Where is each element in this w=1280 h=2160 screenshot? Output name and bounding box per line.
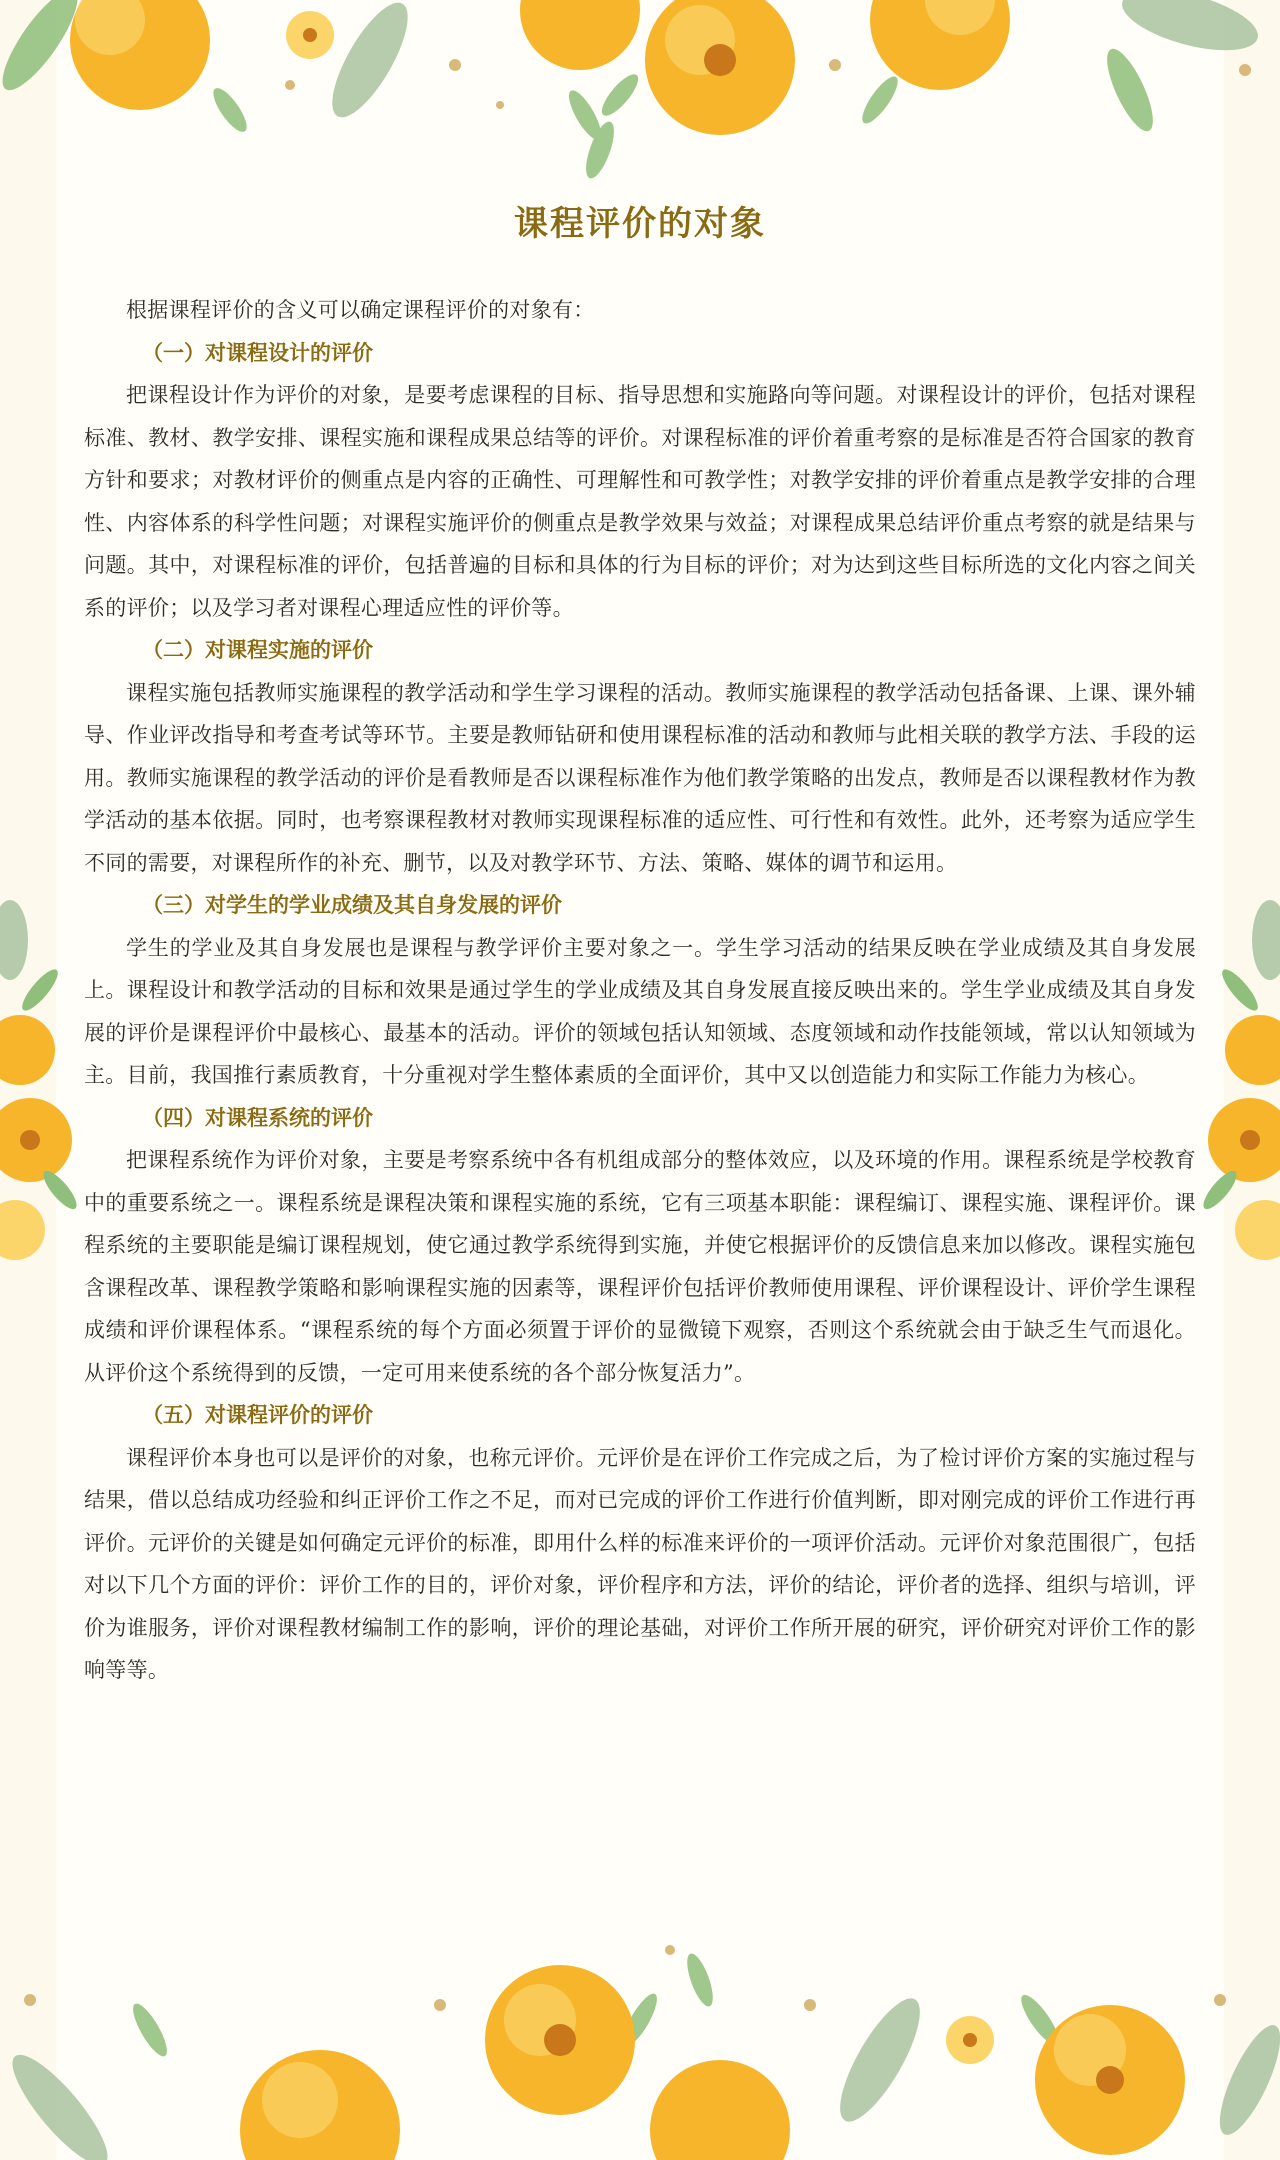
section-4 [84, 1097, 1196, 1395]
section-heading: （三）对学生的学业成绩及其自身发展的评价 [142, 892, 562, 917]
flower-illustration-right [1190, 880, 1280, 1280]
intro-paragraph: 根据课程评价的含义可以确定课程评价的对象有： [126, 298, 595, 322]
page-title: 课程评价的对象 [514, 204, 766, 244]
right-floral-accent [1190, 880, 1280, 1280]
left-floral-accent [0, 880, 90, 1280]
section-paragraph: 课程实施包括教师实施课程的教学活动和学生学习课程的活动。教师实施课程的教学活动包括备课、上课、课外辅导、作业评改指导和考查考试等环节。主要是教师钻研和使用课程标准的活动和教师与此相关联的教学方法、手段的运用。教师实施课程的教学活动的评价是看教师是否以课程标准作为他们教学策略的出发点，教师是否以课程教材作为教学活动的基本依据。同时，也考察课程教材对教师实现课程标准的适应性、可行性和有效性。此外，还考察为适应学生不同的需要，对课程所作的补充、删节，以及对教学环节、方法、策略、媒体的调节和运用。 [84, 680, 1196, 875]
section-paragraph: 把课程设计作为评价的对象，是要考虑课程的目标、指导思想和实施路向等问题。对课程设计的评价，包括对课程标准、教材、教学安排、课程实施和课程成果总结等的评价。对课程标准的评价着重考察的是标准是否符合国家的教育方针和要求；对教材评价的侧重点是内容的正确性、可理解性和可教学性；对教学安排的评价着重点是教学安排的合理性、内容体系的科学性问题；对课程实施评价的侧重点是教学效果与效益；对课程成果总结评价重点考察的就是结果与问题。其中，对课程标准的评价，包括普遍的目标和具体的行为目标的评价；对为达到这些目标所选的文化内容之间关系的评价；以及学习者对课程心理适应性的评价等。 [84, 383, 1196, 620]
section-heading: （四）对课程系统的评价 [142, 1104, 373, 1130]
section-2 [84, 629, 1196, 884]
section-5 [84, 1394, 1196, 1692]
section-paragraph: 把课程系统作为评价对象，主要是考察系统中各有机组成部分的整体效应，以及环境的作用。课程系统是学校教育中的重要系统之一。课程系统是课程决策和课程实施的系统，它有三项基本职能：课程编订、课程实施、课程评价。课程系统的主要职能是编订课程规划，使它通过教学系统得到实施，并使它根据评价的反馈信息来加以修改。课程实施包含课程改革、课程教学策略和影响课程实施的因素等，课程评价包括评价教师使用课程、评价课程设计、评价学生课程成绩和评价课程体系。“课程系统的每个方面必须置于评价的显微镜下观察，否则这个系统就会由于缺乏生气而退化。从评价这个系统得到的反馈，一定可用来使系统的各个部分恢复活力”。 [84, 1148, 1196, 1385]
section-heading: （一）对课程设计的评价 [142, 339, 373, 365]
section-3 [84, 884, 1196, 1097]
section-heading: （五）对课程评价的评价 [142, 1402, 373, 1427]
article-body [84, 196, 1196, 1692]
section-paragraph: 课程评价本身也可以是评价的对象，也称元评价。元评价是在评价工作完成之后，为了检讨评价方案的实施过程与结果，借以总结成功经验和纠正评价工作之不足，而对已完成的评价工作进行价值判断，即对刚完成的评价工作进行再评价。元评价的关键是如何确定元评价的标准，即用什么样的标准来评价的一项评价活动。元评价对象范围很广，包括对以下几个方面的评价：评价工作的目的，评价对象，评价程序和方法，评价的结论，评价者的选择、组织与培训，评价为谁服务，评价对课程教材编制工作的影响，评价的理论基础，对评价工作所开展的研究，评价研究对评价工作的影响等等。 [84, 1445, 1196, 1682]
flower-illustration-left [0, 880, 90, 1280]
section-1 [84, 332, 1196, 630]
section-paragraph: 学生的学业及其自身发展也是课程与教学评价主要对象之一。学生学习活动的结果反映在学业成绩及其自身发展上。课程设计和教学活动的目标和效果是通过学生的学业成绩及其自身发展直接反映出来的。学生学业成绩及其自身发展的评价是课程评价中最核心、最基本的活动。评价的领域包括认知领域、态度领域和动作技能领域，常以认知领域为主。目前，我国推行素质教育，十分重视对学生整体素质的全面评价，其中又以创造能力和实际工作能力为核心。 [84, 935, 1196, 1087]
section-heading: （二）对课程实施的评价 [142, 637, 373, 662]
